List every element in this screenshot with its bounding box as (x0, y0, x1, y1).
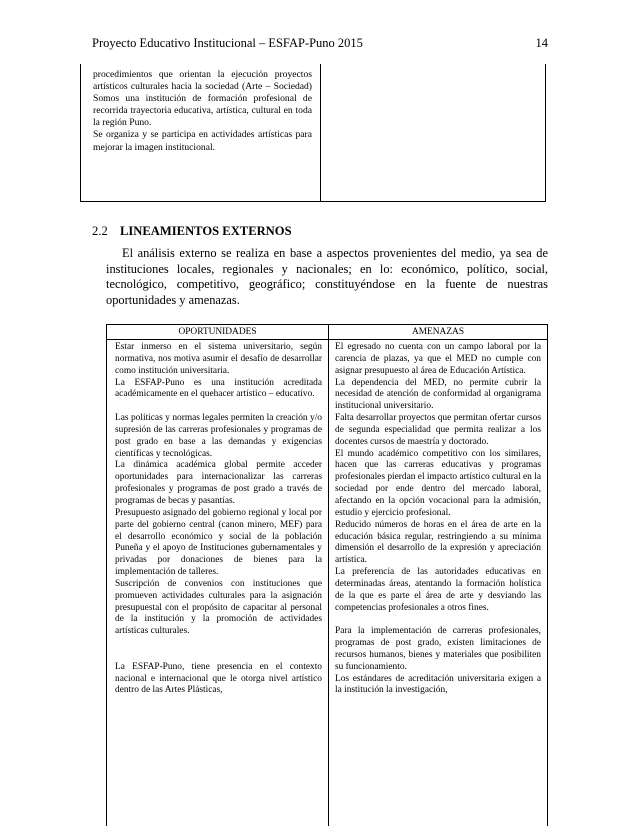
list-item: La dependencia del MED, no permite cubrir la necesidad de atención de conformidad al organigrama institucional universitario. (335, 377, 541, 412)
header-amenazas: AMENAZAS (411, 327, 465, 337)
document-title: Proyecto Educativo Institucional – ESFAP-Puno 2015 (92, 36, 363, 50)
page-header (92, 36, 548, 51)
section-title: LINEAMIENTOS EXTERNOS (120, 224, 292, 238)
list-item: La dinámica académica global permite acceder oportunidades para internacionalizar las carreras profesionales y programas de post grado a través de programas de becas y pasantías. (115, 460, 322, 506)
page-number: 14 (535, 36, 548, 50)
amenazas-column (329, 340, 547, 826)
section-heading (92, 224, 292, 239)
list-item: Presupuesto asignado del gobierno regional y local por parte del gobierno central (canon minero, MEF) para el desarrollo económico y social de la población Puneña y el apoyo de Instituciones gubernamentales y privadas por donaciones de bienes para la implementación de talleres. (115, 507, 322, 578)
list-item: Para la implementación de carreras profesionales, programas de post grado, existen limitaciones de recursos humanos, bienes y materiales que posibiliten su funcionamiento. (335, 626, 541, 672)
list-item: Las políticas y normas legales permiten la creación y/o supresión de las carreras profesionales y programas de post grado en base a las demandas y exigencias científicas y tecnológicas. (115, 413, 322, 459)
table-body-row (107, 340, 547, 826)
header-oportunidades: OPORTUNIDADES (107, 325, 329, 339)
list-item: El egresado no cuenta con un campo laboral por la carencia de plazas, ya que el MED no cumple con asignar presupuesto al área de Educación Artística. (335, 342, 541, 376)
cell-paragraph: Se organiza y se participa en actividades artísticas para mejorar la imagen institucional. (93, 129, 312, 153)
list-item: La ESFAP-Puno es una institución acreditada académicamente en el quehacer artístico – educativo. (115, 377, 322, 400)
continuation-table (80, 64, 546, 202)
list-item: Reducido números de horas en el área de arte en la educación básica regular, restringiendo a su mínima dimensión el desarrollo de la expresión y apreciación artística. (335, 519, 541, 566)
oportunidades-column (107, 340, 329, 826)
list-item: Estar inmerso en el sistema universitario, según normativa, nos motiva asumir el desafío de desarrollar como institución universitaria. (115, 342, 322, 376)
list-item: Falta desarrollar proyectos que permitan ofertar cursos de segunda especialidad que permita realizar a los docentes cursos de maestría y doctorado. (335, 413, 541, 447)
table-header-row (107, 325, 547, 340)
cell-paragraph: procedimientos que orientan la ejecución proyectos artísticos culturales hacia la sociedad (Arte – Sociedad) Somos una institución de formación profesional de recorrida trayectoria educativa, artística, cultural en toda la región Puno. (93, 69, 312, 129)
list-item: La ESFAP-Puno, tiene presencia en el contexto nacional e internacional que le otorga nivel artístico dentro de las Artes Plásticas, (115, 661, 322, 696)
continuation-right-cell (321, 64, 545, 201)
continuation-left-cell (81, 64, 321, 201)
list-item: Los estándares de acreditación universitaria exigen a la institución la investigación, (335, 673, 541, 696)
section-number: 2.2 (92, 224, 108, 238)
list-item: Suscripción de convenios con instituciones que promueven actividades culturales para la asignación presupuestal con el propósito de capacitar al personal de la institución y la promoción de actividades artísticas culturales. (115, 578, 322, 637)
foda-table (106, 324, 548, 826)
list-item: El mundo académico competitivo con los similares, hacen que las carreras educativas y programas profesionales pierdan el impacto artístico cultural en la sociedad por ende dentro del mercado laboral, afectando en la opción vocacional para la admisión, estudio y ejercicio profesional. (335, 448, 541, 518)
intro-paragraph: El análisis externo se realiza en base a aspectos provenientes del medio, ya sea de instituciones locales, regionales y nacionales; en lo: económico, político, social, tecnológico, competitivo, geográfico; constituyéndose en la fuente de nuestras oportunidades y amenazas. (106, 246, 548, 307)
list-item: La preferencia de las autoridades educativas en determinadas áreas, atentando la formación holística de la que es parte el área de arte y desviando las competencias profesionales a otros fines. (335, 567, 541, 613)
